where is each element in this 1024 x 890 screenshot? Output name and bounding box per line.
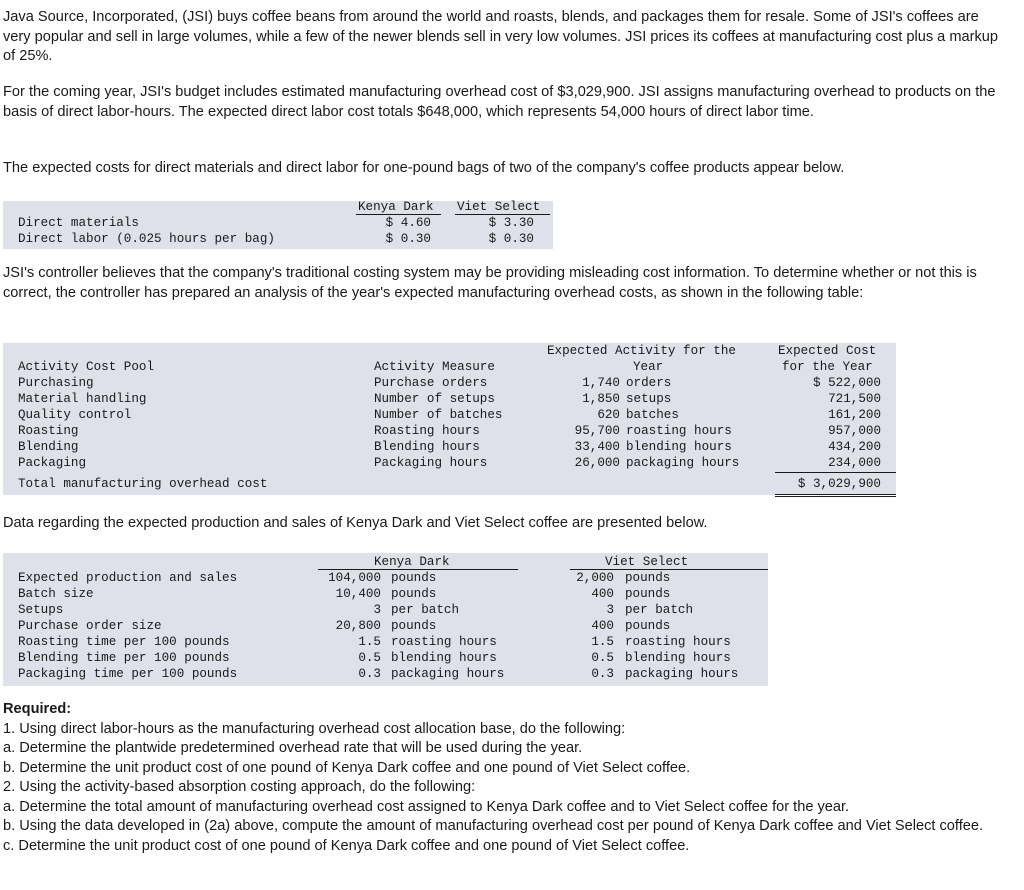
activity-measure: Purchase orders — [374, 376, 488, 390]
viet-unit: packaging hours — [625, 667, 739, 681]
required-item: a. Determine the total amount of manufacturing overhead cost assigned to Kenya Dark coffee and to Viet Select coffee for the year. — [3, 798, 850, 815]
activity-quantity: 620 — [597, 408, 620, 422]
table2-header-cost-line2: for the Year — [782, 360, 873, 374]
expected-cost: 161,200 — [828, 408, 881, 422]
activity-unit: blending hours — [626, 440, 732, 454]
viet-unit: pounds — [625, 571, 671, 585]
table2-total-row — [0, 476, 900, 492]
kenya-quantity: 0.3 — [358, 667, 381, 681]
viet-quantity: 0.5 — [591, 651, 614, 665]
table2-header-pool: Activity Cost Pool — [18, 360, 155, 374]
activity-measure: Number of batches — [374, 408, 503, 422]
row-label: Batch size — [18, 587, 94, 601]
viet-quantity: 400 — [591, 587, 614, 601]
row-label: Blending time per 100 pounds — [18, 651, 230, 665]
table1-kenya-value: $ 0.30 — [385, 232, 431, 246]
row-label: Expected production and sales — [18, 571, 238, 585]
kenya-unit: packaging hours — [391, 667, 505, 681]
intro-paragraph-3: The expected costs for direct materials and direct labor for one-pound bags of two of the company's coffee products appear below. — [3, 160, 845, 176]
table1-label: Direct labor (0.025 hours per bag) — [18, 232, 275, 246]
activity-quantity: 26,000 — [574, 456, 620, 470]
table1-header-kenya: Kenya Dark — [358, 200, 434, 214]
activity-unit: packaging hours — [626, 456, 740, 470]
pool-name: Packaging — [18, 456, 87, 470]
activity-unit: batches — [626, 408, 679, 422]
viet-quantity: 0.3 — [591, 667, 614, 681]
activity-measure: Number of setups — [374, 392, 495, 406]
row-label: Packaging time per 100 pounds — [18, 667, 238, 681]
activity-measure: Roasting hours — [374, 424, 480, 438]
table3-row — [0, 570, 780, 586]
viet-unit: per batch — [625, 603, 694, 617]
activity-unit: setups — [626, 392, 672, 406]
activity-measure: Blending hours — [374, 440, 480, 454]
expected-cost: 234,000 — [828, 456, 881, 470]
activity-quantity: 33,400 — [574, 440, 620, 454]
viet-unit: pounds — [625, 587, 671, 601]
kenya-unit: pounds — [391, 571, 437, 585]
kenya-unit: roasting hours — [391, 635, 497, 649]
required-title: Required: — [3, 701, 72, 717]
total-label: Total manufacturing overhead cost — [18, 477, 268, 491]
viet-quantity: 3 — [606, 603, 614, 617]
expected-cost: 957,000 — [828, 424, 881, 438]
table2-row — [0, 439, 900, 455]
table2-row — [0, 423, 900, 439]
table1-viet-value: $ 0.30 — [488, 232, 534, 246]
kenya-quantity: 0.5 — [358, 651, 381, 665]
activity-quantity: 1,850 — [582, 392, 620, 406]
viet-quantity: 400 — [591, 619, 614, 633]
pool-name: Quality control — [18, 408, 132, 422]
controller-paragraph: JSI's controller believes that the company's traditional costing system may be providing misleading cost information. To determine whether or not this is correct, the controller has prepared an analysis of the year's expected manufacturing overhead costs, as shown in the following table: — [3, 265, 977, 301]
kenya-quantity: 10,400 — [335, 587, 381, 601]
table3-row — [0, 666, 780, 682]
expected-cost: 721,500 — [828, 392, 881, 406]
row-label: Roasting time per 100 pounds — [18, 635, 230, 649]
kenya-quantity: 20,800 — [335, 619, 381, 633]
viet-quantity: 2,000 — [576, 571, 614, 585]
kenya-unit: blending hours — [391, 651, 497, 665]
table1-kenya-value: $ 4.60 — [385, 216, 431, 230]
table3-header-viet: Viet Select — [605, 555, 689, 569]
required-item: b. Using the data developed in (2a) above, compute the amount of manufacturing overhead cost per pound of Kenya Dark coffee and Viet Select coffee. — [3, 818, 984, 834]
required-item: 2. Using the activity-based absorption costing approach, do the following: — [3, 779, 476, 795]
table1-label: Direct materials — [18, 216, 139, 230]
viet-unit: pounds — [625, 619, 671, 633]
required-section — [3, 700, 1008, 856]
row-label: Purchase order size — [18, 619, 162, 633]
table2-row — [0, 455, 900, 471]
pool-name: Blending — [18, 440, 79, 454]
table1-row — [0, 231, 560, 247]
activity-unit: roasting hours — [626, 424, 732, 438]
activity-unit: orders — [626, 376, 672, 390]
table2-header-activity-line1: Expected Activity for the — [547, 344, 736, 358]
intro-paragraph-1: Java Source, Incorporated, (JSI) buys coffee beans from around the world and roasts, blends, and packages them for resale. Some of JSI's coffees are very popular and sell in large volumes, while a few of the newer blends sell in very low volumes. JSI prices its coffees at manufacturing cost plus a markup of 25%. — [3, 9, 999, 64]
expected-cost: 434,200 — [828, 440, 881, 454]
activity-measure: Packaging hours — [374, 456, 488, 470]
kenya-quantity: 1.5 — [358, 635, 381, 649]
table2-row — [0, 407, 900, 423]
total-value: $ 3,029,900 — [797, 477, 881, 491]
table3-row — [0, 634, 780, 650]
table3-row — [0, 618, 780, 634]
table3-row — [0, 586, 780, 602]
table1-row — [0, 215, 560, 231]
activity-quantity: 95,700 — [574, 424, 620, 438]
table3-row — [0, 602, 780, 618]
pool-name: Purchasing — [18, 376, 94, 390]
table1-header-viet: Viet Select — [457, 200, 541, 214]
viet-quantity: 1.5 — [591, 635, 614, 649]
required-item: a. Determine the plantwide predetermined overhead rate that will be used during the year. — [3, 740, 583, 756]
production-paragraph: Data regarding the expected production and sales of Kenya Dark and Viet Select coffee are presented below. — [3, 515, 708, 531]
viet-unit: roasting hours — [625, 635, 731, 649]
expected-cost: $ 522,000 — [812, 376, 881, 390]
intro-paragraph-2: For the coming year, JSI's budget includes estimated manufacturing overhead cost of $3,029,900. JSI assigns manufacturing overhead to products on the basis of direct labor-hours. The expected direct labor cost totals $648,000, which represents 54,000 hours of direct labor time. — [3, 84, 996, 120]
table3-row — [0, 650, 780, 666]
pool-name: Roasting — [18, 424, 79, 438]
table2-header-activity-line2: Year — [633, 360, 664, 374]
table2-header-cost-line1: Expected Cost — [778, 344, 877, 358]
table2-row — [0, 375, 900, 391]
table3-header-kenya: Kenya Dark — [374, 555, 450, 569]
row-label: Setups — [18, 603, 64, 617]
required-item: b. Determine the unit product cost of one pound of Kenya Dark coffee and one pound of Viet Select coffee. — [3, 759, 691, 776]
table2-row — [0, 391, 900, 407]
viet-unit: blending hours — [625, 651, 731, 665]
kenya-unit: pounds — [391, 587, 437, 601]
pool-name: Material handling — [18, 392, 147, 406]
required-item: 1. Using direct labor-hours as the manufacturing overhead cost allocation base, do the following: — [3, 720, 626, 737]
activity-quantity: 1,740 — [582, 376, 620, 390]
table1-viet-value: $ 3.30 — [488, 216, 534, 230]
kenya-unit: per batch — [391, 603, 460, 617]
table2-header-measure: Activity Measure — [374, 360, 495, 374]
kenya-quantity: 104,000 — [328, 571, 381, 585]
required-item: c. Determine the unit product cost of one pound of Kenya Dark coffee and one pound of Viet Select coffee. — [3, 837, 690, 854]
kenya-unit: pounds — [391, 619, 437, 633]
kenya-quantity: 3 — [373, 603, 381, 617]
